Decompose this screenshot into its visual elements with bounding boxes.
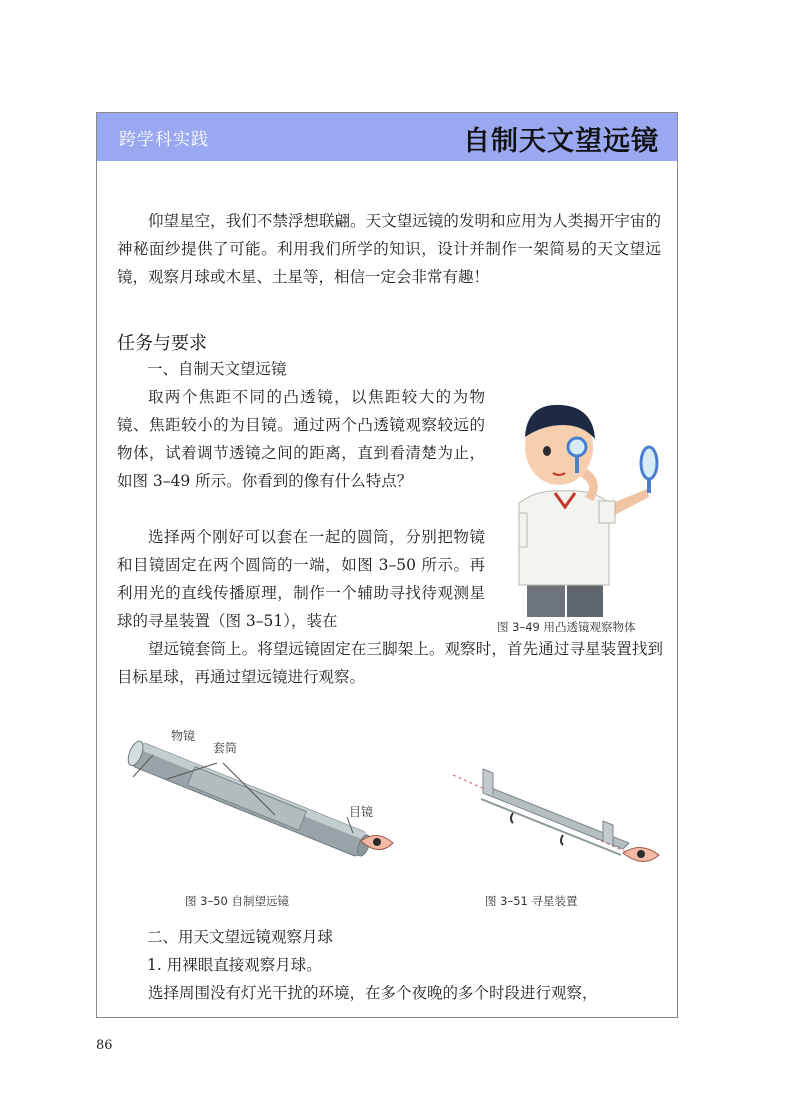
part2-heading: 二、用天文望远镜观察月球 xyxy=(147,928,334,946)
page-frame xyxy=(96,112,678,1018)
label-eyepiece: 目镜 xyxy=(349,805,374,819)
page-number: 86 xyxy=(96,1038,113,1053)
task-heading: 任务与要求 xyxy=(117,333,207,354)
part1-paragraph-1: 取两个焦距不同的凸透镜，以焦距较大的为物镜、焦距较小的为目镜。通过两个凸透镜观察较远的物体，试着调节透镜之间的距离，直到看清楚为止，如图 3–49 所示。你看到的像有什么特点？ xyxy=(117,388,485,490)
part1-paragraph-2-continued: 望远镜套筒上。将望远镜固定在三脚架上。观察时，首先通过寻星装置找到目标星球，再通过望远镜进行观察。 xyxy=(117,640,663,686)
page-title: 自制天文望远镜 xyxy=(463,126,659,157)
figure-3-49-caption: 图 3–49 用凸透镜观察物体 xyxy=(497,620,636,634)
section-header xyxy=(97,113,677,161)
label-tube: 套筒 xyxy=(213,741,238,755)
part1-heading: 一、自制天文望远镜 xyxy=(147,360,287,378)
section-label: 跨学科实践 xyxy=(119,130,209,150)
intro-paragraph: 仰望星空，我们不禁浮想联翩。天文望远镜的发明和应用为人类揭开宇宙的神秘面纱提供了可能。利用我们所学的知识，设计并制作一架简易的天文望远镜，观察月球或木星、土星等，相信一定会非常有趣！ xyxy=(117,212,661,286)
part2-paragraph: 选择周围没有灯光干扰的环境，在多个夜晚的多个时段进行观察， xyxy=(148,984,598,1002)
part1-paragraph-2: 选择两个刚好可以套在一起的圆筒，分别把物镜和目镜固定在两个圆筒的一端，如图 3–50 所示。再利用光的直线传播原理，制作一个辅助寻找待观测星球的寻星装置（图 3–51），装在 xyxy=(117,528,485,630)
star-finder-illustration xyxy=(453,763,665,883)
part2-item-1: 1. 用裸眼直接观察月球。 xyxy=(147,956,322,974)
label-objective-lens: 物镜 xyxy=(171,729,196,743)
figure-3-50-caption: 图 3–50 自制望远镜 xyxy=(185,894,290,908)
figure-3-51-caption: 图 3–51 寻星装置 xyxy=(485,894,578,908)
boy-with-lenses-illustration xyxy=(497,385,667,617)
